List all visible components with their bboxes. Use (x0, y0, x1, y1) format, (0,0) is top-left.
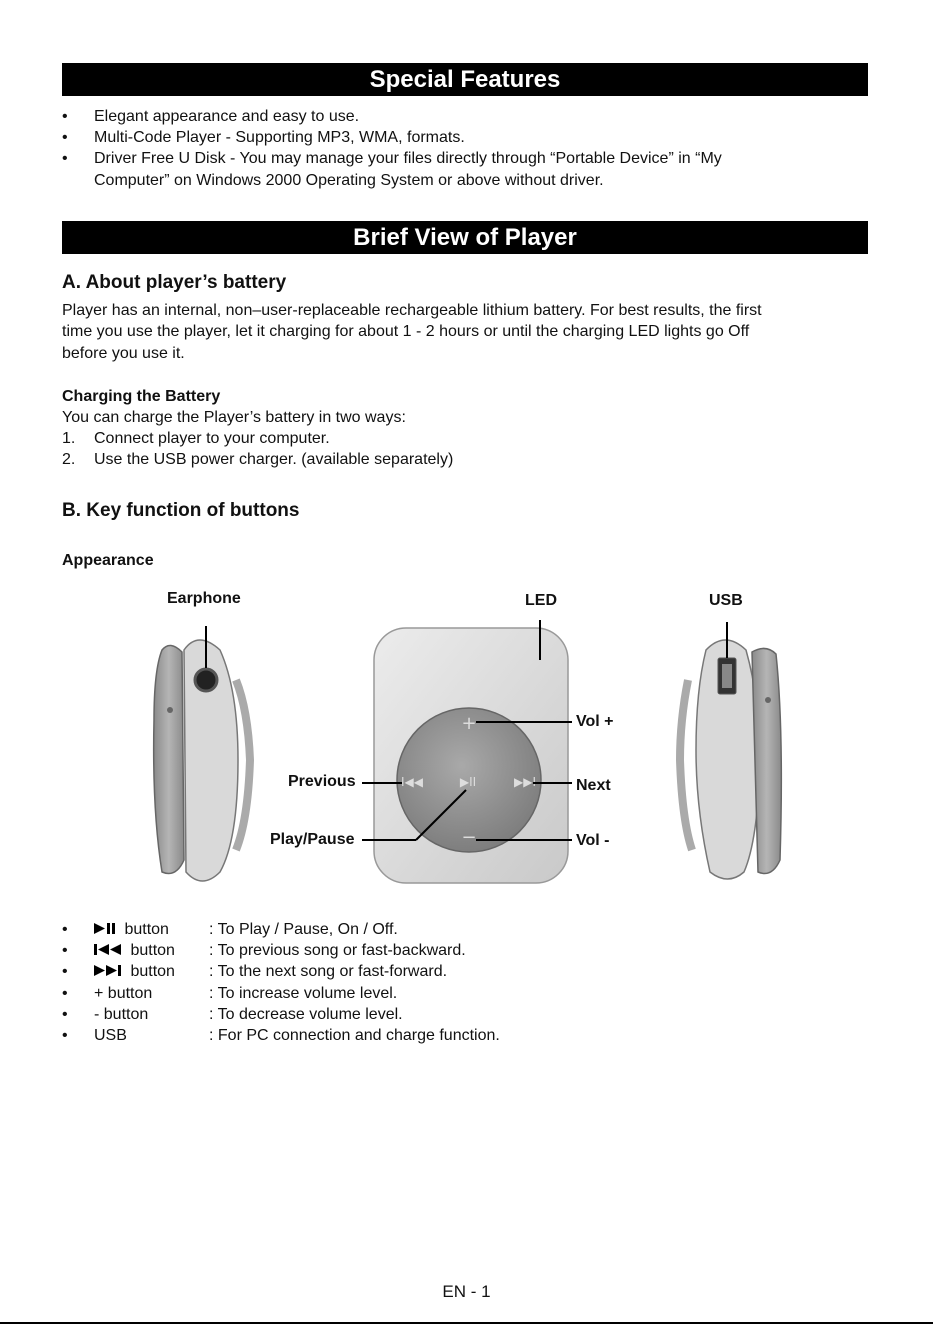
charging-intro: You can charge the Player’s battery in two ways: (62, 409, 406, 426)
battery-paragraph-line: before you use it. (62, 345, 185, 362)
bullet: • (62, 129, 68, 146)
keys-heading: B. Key function of buttons (62, 500, 300, 521)
feature-item-continued: Computer” on Windows 2000 Operating System or above without driver. (94, 172, 604, 189)
key-name: - button (94, 1006, 149, 1023)
key-description: : To previous song or fast-backward. (209, 942, 466, 959)
key-name: button (130, 942, 175, 959)
battery-paragraph-line: Player has an internal, non–user-replaceable rechargeable lithium battery. For best results, the first (62, 302, 762, 319)
next-icon (94, 964, 126, 977)
play-pause-icon (94, 922, 120, 935)
player-illustration (140, 610, 800, 890)
player-left-side-view (154, 640, 250, 881)
feature-item: Multi-Code Player - Supporting MP3, WMA, formats. (94, 129, 465, 146)
key-name: + button (94, 985, 153, 1002)
key-description: : For PC connection and charge function. (209, 1027, 500, 1044)
bullet: • (62, 1027, 68, 1044)
previous-icon (94, 943, 126, 956)
step-text: Use the USB power charger. (available separately) (94, 451, 454, 468)
key-description: : To the next song or fast-forward. (209, 963, 448, 980)
page-number: EN - 1 (442, 1282, 491, 1301)
step-number: 2. (62, 451, 76, 468)
key-name: button (130, 963, 175, 980)
key-name: button (124, 921, 169, 938)
feature-item: Elegant appearance and easy to use. (94, 108, 360, 125)
step-number: 1. (62, 430, 76, 447)
label-vol-plus: Vol + (576, 713, 614, 730)
bullet: • (62, 963, 68, 980)
label-earphone: Earphone (167, 590, 241, 607)
svg-text:▶II: ▶II (459, 775, 477, 789)
key-previous (94, 942, 175, 960)
svg-text:▶▶I: ▶▶I (514, 775, 536, 789)
key-description: : To decrease volume level. (209, 1006, 403, 1023)
charging-heading: Charging the Battery (62, 388, 221, 405)
section-title-brief-view: Brief View of Player (62, 221, 868, 254)
key-name: USB (94, 1027, 127, 1044)
feature-item: Driver Free U Disk - You may manage your files directly through “Portable Device” in “My (94, 150, 722, 167)
player-right-side-view (680, 640, 781, 879)
bullet: • (62, 150, 68, 167)
bullet: • (62, 985, 68, 1002)
label-previous: Previous (288, 773, 356, 790)
label-led: LED (525, 592, 557, 609)
appearance-heading: Appearance (62, 552, 154, 569)
label-play-pause: Play/Pause (270, 831, 355, 848)
battery-heading: A. About player’s battery (62, 272, 287, 293)
step-text: Connect player to your computer. (94, 430, 330, 447)
label-next: Next (576, 777, 611, 794)
svg-text:+: + (461, 713, 477, 734)
section-title-special-features: Special Features (62, 63, 868, 96)
bullet: • (62, 1006, 68, 1023)
bullet: • (62, 942, 68, 959)
svg-text:I◀◀: I◀◀ (401, 775, 423, 789)
battery-paragraph-line: time you use the player, let it charging for about 1 - 2 hours or until the charging LED lights go Off (62, 323, 750, 340)
bullet: • (62, 921, 68, 938)
bullet: • (62, 108, 68, 125)
label-usb: USB (709, 592, 743, 609)
key-description: : To increase volume level. (209, 985, 398, 1002)
label-vol-minus: Vol - (576, 832, 610, 849)
svg-text:−: − (461, 827, 477, 848)
player-front-view (374, 628, 568, 883)
key-play-pause (94, 921, 169, 939)
key-description: : To Play / Pause, On / Off. (209, 921, 398, 938)
key-next (94, 963, 175, 981)
